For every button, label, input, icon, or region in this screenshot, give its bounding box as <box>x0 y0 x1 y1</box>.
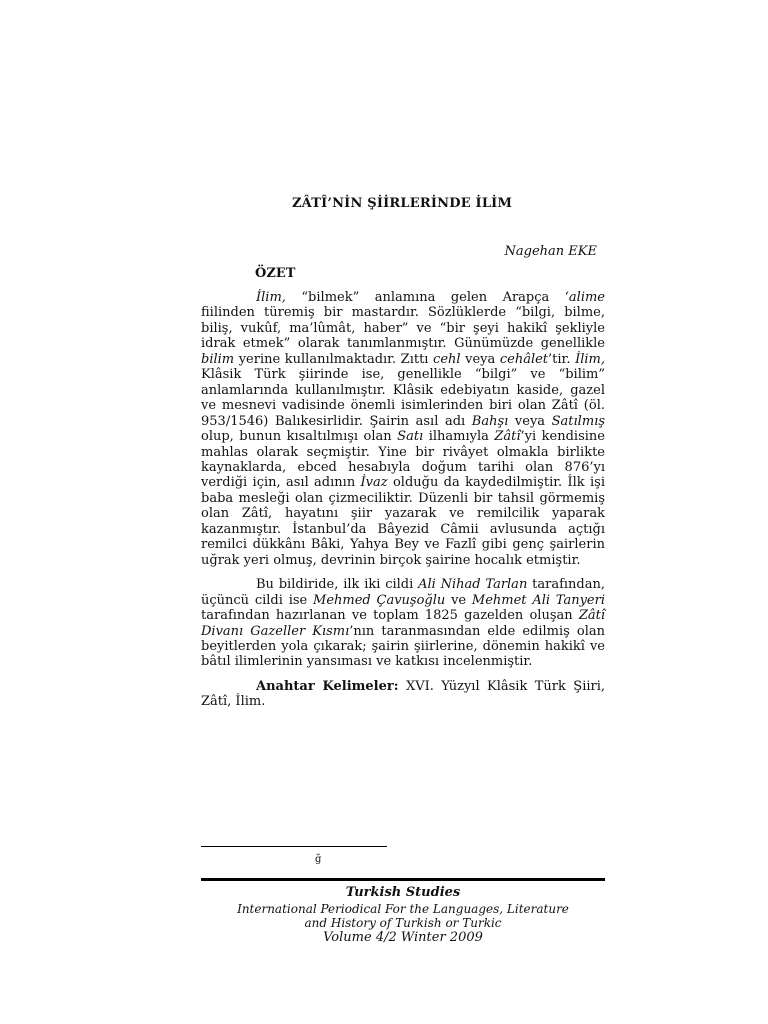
keywords-text: XVI. Yüzyıl Klâsik Türk Şiiri, Zâtî, İlim. <box>201 678 606 710</box>
abstract-body <box>201 290 605 719</box>
abstract-paragraph-1: İlim, “bilmek” anlamına gelen Arapça ‘alime fiilinden türemiş bir mastardır. Sözlüklerde “bilgi, bilme, biliş, vukûf, ma’lûmât, haber” ve “bir şeyi hakikî şekliyle idrak etmek” olarak tanımlanmıştır. Günümüzde genellikle bilim yerine kullanılmaktadır. Zıttı cehl veya cehâlet’tir. İlim, Klâsik Türk şiirinde ise, genellikle “bilgi” ve “bilim” anlamlarında kullanılmıştır. Klâsik edebiyatın kaside, gazel ve mesnevi vadisinde önemli isimlerinden biri olan Zâtî (öl. 953/1546) Balıkesirlidir. Şairin asıl adı Bahşı veya Satılmış olup, bunun kısaltılmışı olan Satı ilhamıyla Zâtî’yi kendisine mahlas olarak seçmiştir. Yine bir rivâyet olmakla birlikte kaynaklarda, ebced hesabıyla doğum tarihi olan 876’yı verdiği için, asıl adının İvaz olduğu da kaydedilmiştir. İlk işi baba mesleği olan çizmeciliktir. Düzenli bir tahsil görmemiş olan Zâtî, hayatını şiir yazarak ve remilcilik yaparak kazanmıştır. İstanbul’da Bâyezid Câmii avlusunda açtığı remilci dükkânı Bâki, Yahya Bey ve Fazlî gibi genç şairlerin uğrak yeri olmuş, devrinin birçok şairine hocalık etmiştir. <box>201 290 605 568</box>
journal-subtitle-line-1: International Periodical For the Languages, Literature <box>237 902 569 916</box>
journal-footer <box>201 884 605 946</box>
journal-subtitle-line-2: and History of Turkish or Turkic <box>304 916 502 930</box>
abstract-heading: ÖZET <box>255 266 296 281</box>
footnote-divider <box>201 846 387 847</box>
footnote-text: ğ <box>315 854 322 865</box>
journal-volume: Volume 4/2 Winter 2009 <box>323 930 483 945</box>
footer-divider <box>201 878 605 881</box>
abstract-paragraph-2: Bu bildiride, ilk iki cildi Ali Nihad Tarlan tarafından, üçüncü cildi ise Mehmed Çavuşoğlu ve Mehmet Ali Tanyeri tarafından hazırlanan ve toplam 1825 gazelden oluşan Zâtî Divanı Gazeller Kısmı’nın taranmasından elde edilmiş olan beyitlerden yola çıkarak; şairin şiirlerine, dönemin hakikî ve bâtıl ilimlerinin yansıması ve katkısı incelenmiştir. <box>201 577 605 670</box>
keywords <box>201 679 605 710</box>
author-name: Nagehan EKE <box>504 244 597 259</box>
keywords-label: Anahtar Kelimeler: <box>256 678 399 694</box>
journal-name: Turkish Studies <box>345 885 461 900</box>
paper-title: ZÂTÎ’NİN ŞİİRLERİNDE İLİM <box>291 196 513 211</box>
